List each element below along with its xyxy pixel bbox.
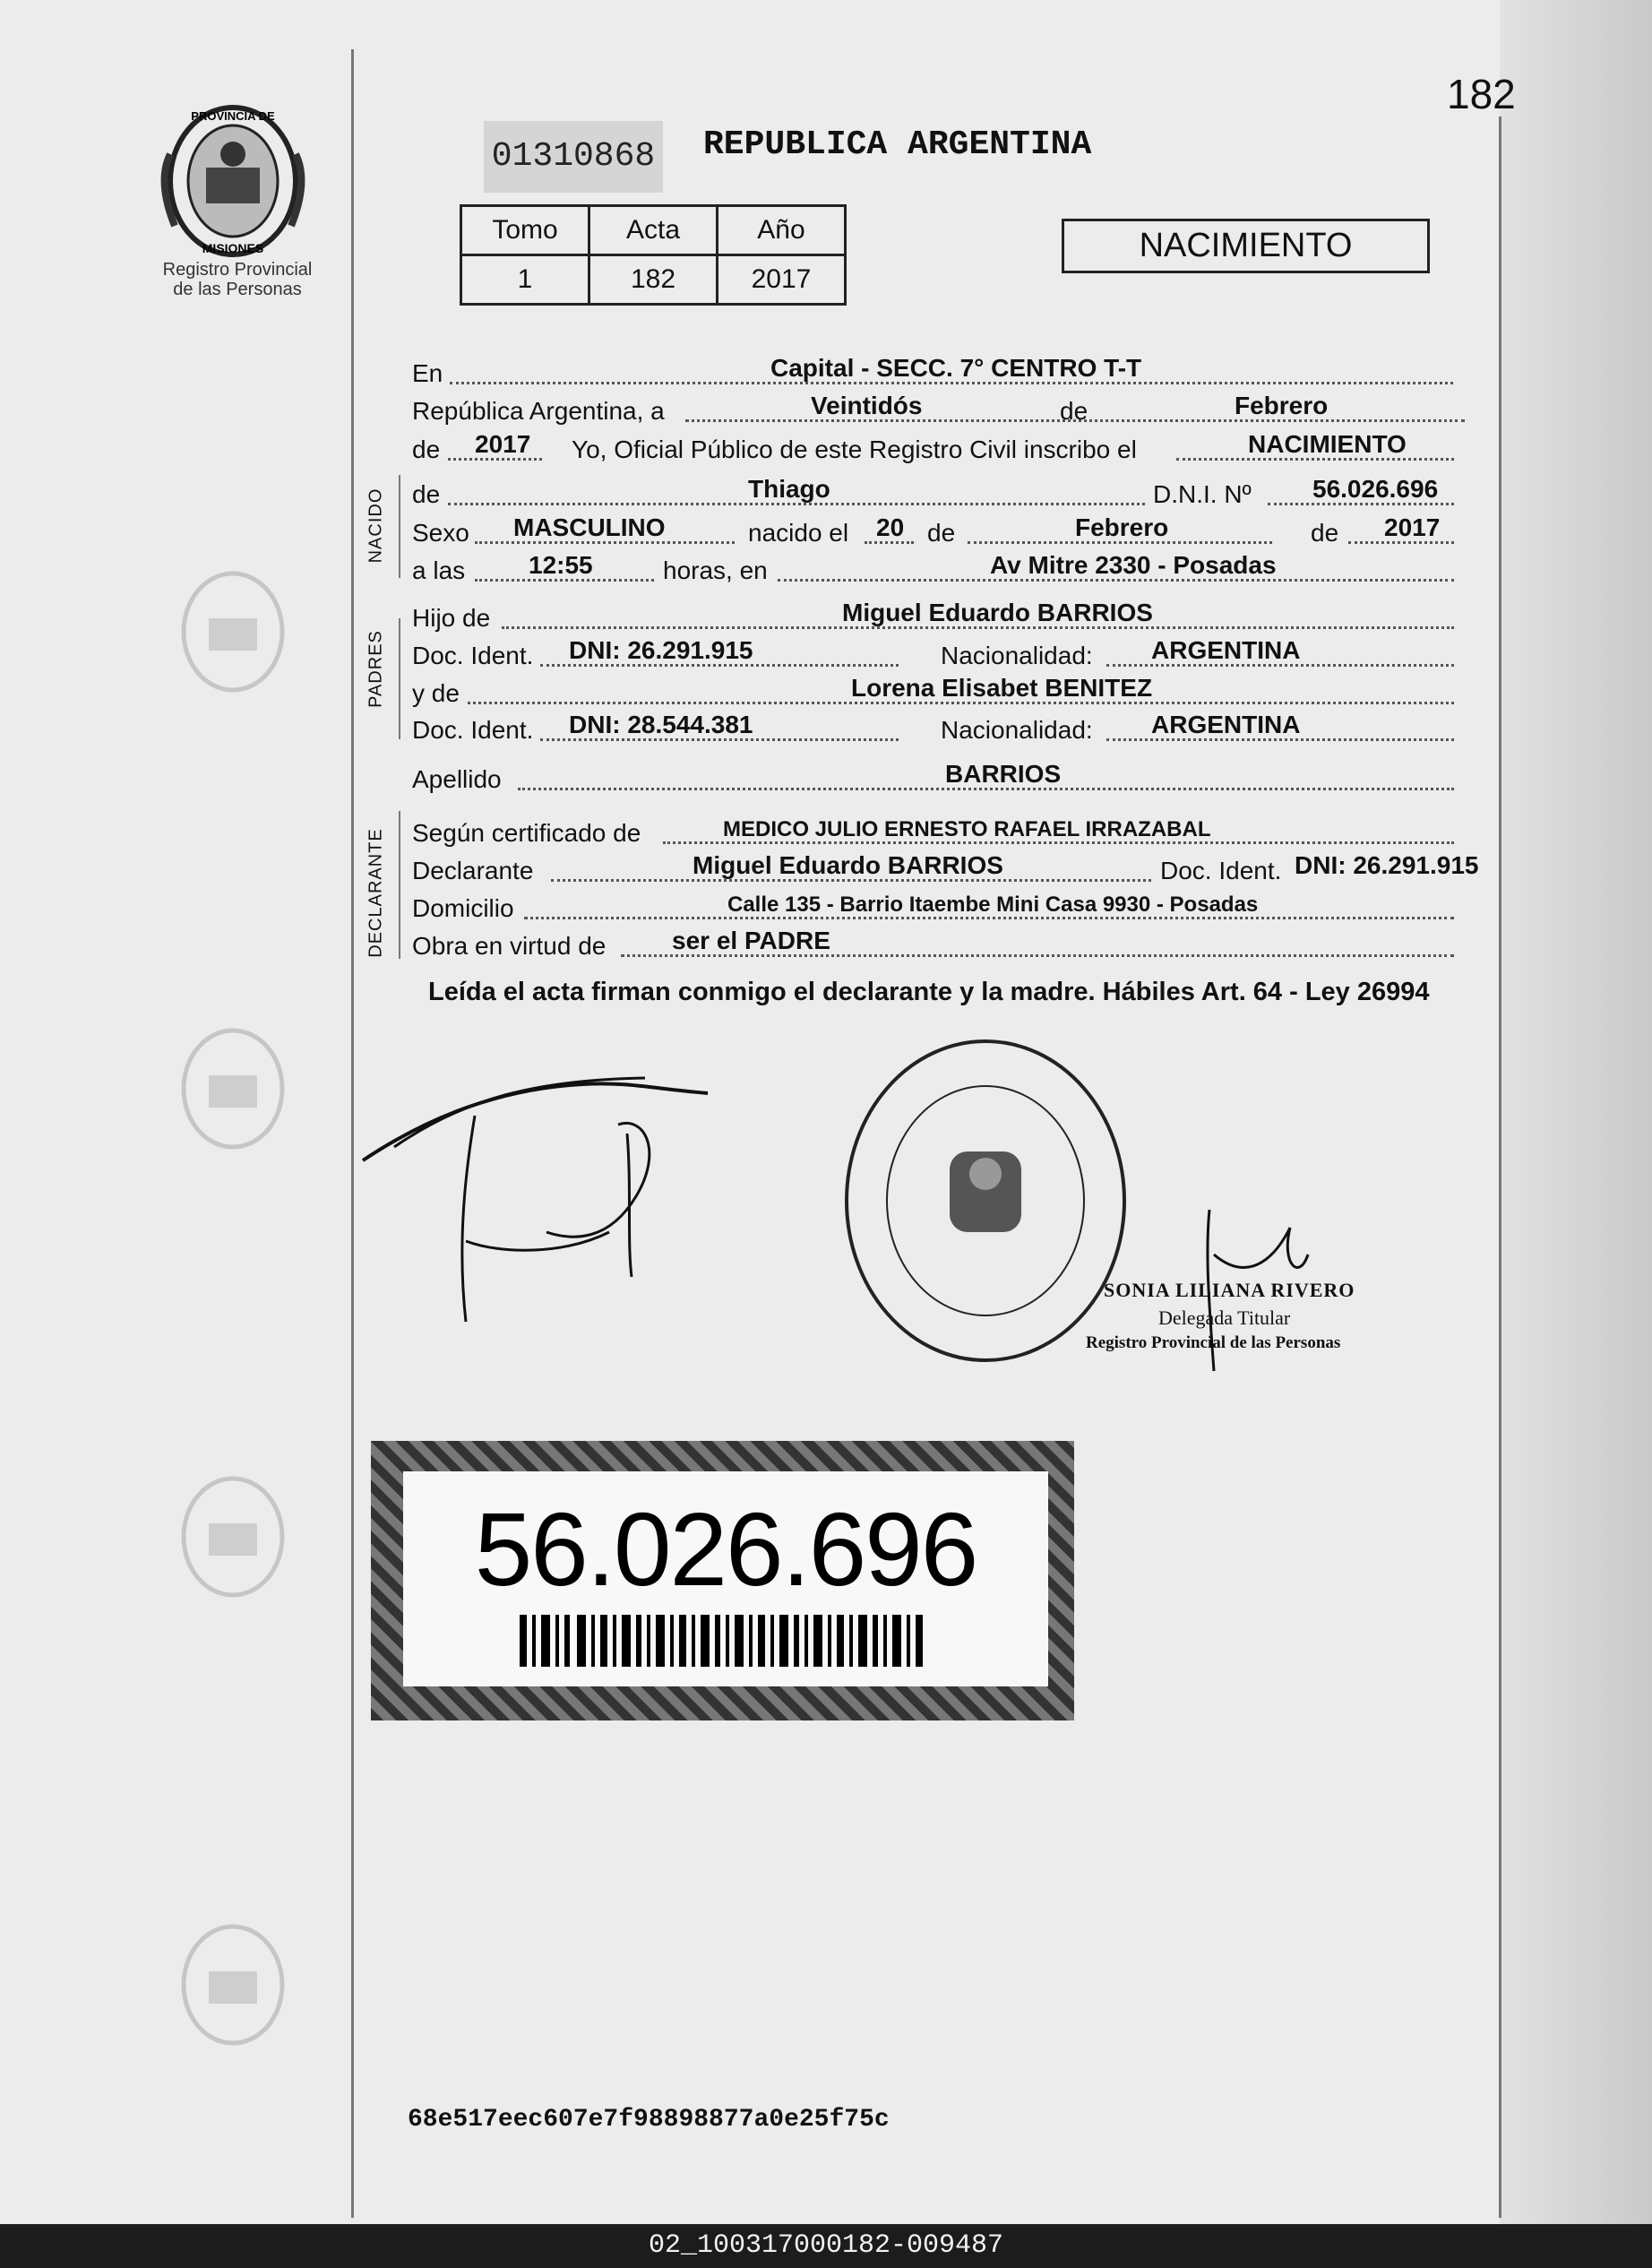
page-edge-shadow — [1500, 0, 1652, 2224]
acta-serial-number: 01310868 — [484, 121, 663, 193]
row-declarante — [412, 851, 1487, 887]
ghost-seal-icon — [166, 1022, 300, 1156]
registry-table-header-row — [461, 206, 846, 255]
label-doc-ident-mother: Doc. Ident. — [412, 716, 534, 744]
official-org: Registro Provincial de las Personas — [1086, 1333, 1341, 1352]
label-republica: República Argentina, a — [412, 397, 665, 425]
label-declarante-doc: Doc. Ident. — [1160, 857, 1282, 884]
label-de: de — [1060, 397, 1088, 425]
label-dni: D.N.I. Nº — [1153, 480, 1252, 508]
value-domicilio: Calle 135 - Barrio Itaembe Mini Casa 9930 - Posadas — [727, 893, 1259, 917]
row-year — [412, 430, 1487, 466]
scan-footer-id: 02_100317000182-009487 — [0, 2224, 1652, 2268]
value-father-nationality: ARGENTINA — [1151, 636, 1301, 664]
label-horas: horas, en — [663, 556, 768, 584]
seal-top-text: PROVINCIA DE — [191, 109, 275, 123]
label-domicilio: Domicilio — [412, 894, 514, 922]
value-father-dni: DNI: 26.291.915 — [569, 636, 753, 664]
section-label-declarante: DECLARANTE — [366, 828, 386, 958]
row-father-doc — [412, 636, 1487, 672]
section-label-padres: PADRES — [366, 630, 386, 708]
registry-caption-line1: Registro Provincial — [162, 260, 313, 280]
label-apellido: Apellido — [412, 765, 502, 793]
registry-table-value-row — [461, 255, 846, 305]
ghost-seal-icon — [166, 1470, 300, 1604]
label-de-year: de — [412, 435, 441, 463]
row-time — [412, 551, 1487, 587]
value-birth-month: Febrero — [1075, 513, 1169, 541]
label-hijo: Hijo de — [412, 604, 491, 632]
value-declarante: Miguel Eduardo BARRIOS — [693, 851, 1003, 879]
label-de-name: de — [412, 480, 441, 508]
value-birth-year: 2017 — [1384, 513, 1441, 541]
value-place: Av Mitre 2330 - Posadas — [990, 551, 1277, 579]
ghost-seal-icon — [166, 1918, 300, 2052]
table-value-tomo: 1 — [461, 255, 589, 305]
row-en — [412, 354, 1487, 390]
registry-caption-line2: de las Personas — [173, 280, 302, 299]
table-header-acta: Acta — [589, 206, 718, 255]
label-sexo: Sexo — [412, 519, 469, 547]
label-certificado: Según certificado de — [412, 819, 641, 847]
right-margin-line — [1499, 116, 1501, 2218]
table-value-ano: 2017 — [718, 255, 846, 305]
value-birth-day: 20 — [876, 513, 905, 541]
row-father — [412, 599, 1487, 634]
section-divider — [399, 618, 400, 739]
page-number: 182 — [1447, 71, 1516, 117]
value-surname: BARRIOS — [945, 760, 1062, 788]
label-nacionalidad-mother: Nacionalidad: — [941, 716, 1093, 744]
record-type-box: NACIMIENTO — [1062, 219, 1430, 273]
registry-caption — [134, 260, 340, 299]
province-seal-icon — [152, 100, 314, 262]
closing-statement: Leída el acta firman conmigo el declarante y la madre. Hábiles Art. 64 - Ley 26994 — [428, 978, 1430, 1006]
value-sexo: MASCULINO — [513, 513, 666, 541]
label-de-birth: de — [927, 519, 956, 547]
official-name: SONIA LILIANA RIVERO — [1104, 1279, 1355, 1301]
dni-sticker-number: 56.026.696 — [474, 1491, 977, 1608]
section-divider — [399, 811, 400, 959]
official-role: Delegada Titular — [1158, 1306, 1291, 1329]
row-mother-doc — [412, 711, 1487, 746]
value-month: Febrero — [1235, 392, 1329, 419]
row-apellido — [412, 760, 1487, 796]
value-time: 12:55 — [529, 551, 593, 579]
left-margin-line — [351, 49, 354, 2218]
value-dni: 56.026.696 — [1312, 475, 1439, 503]
registry-table — [460, 204, 847, 306]
table-header-tomo: Tomo — [461, 206, 589, 255]
row-obra — [412, 927, 1487, 962]
row-name — [412, 475, 1487, 511]
document-hash: 68e517eec607e7f98898877a0e25f75c — [408, 2106, 890, 2134]
table-value-acta: 182 — [589, 255, 718, 305]
dni-sticker-label — [403, 1471, 1048, 1686]
seal-bottom-text: MISIONES — [202, 241, 264, 255]
row-date — [412, 392, 1487, 427]
label-de-birth-year: de — [1311, 519, 1339, 547]
dni-sticker — [371, 1441, 1074, 1720]
value-certificado: MEDICO JULIO ERNESTO RAFAEL IRRAZABAL — [723, 817, 1211, 841]
row-certificado — [412, 814, 1487, 849]
label-a-las: a las — [412, 556, 466, 584]
value-mother-nationality: ARGENTINA — [1151, 711, 1301, 738]
ghost-seal-icon — [166, 565, 300, 699]
value-en: Capital - SECC. 7° CENTRO T-T — [770, 354, 1142, 382]
value-obra: ser el PADRE — [672, 927, 830, 954]
value-mother: Lorena Elisabet BENITEZ — [851, 674, 1153, 702]
label-nacionalidad: Nacionalidad: — [941, 642, 1093, 669]
value-year: 2017 — [475, 430, 531, 458]
value-mother-dni: DNI: 28.544.381 — [569, 711, 753, 738]
value-declarante-dni: DNI: 26.291.915 — [1295, 851, 1479, 879]
label-obra: Obra en virtud de — [412, 932, 607, 960]
label-nacido: nacido el — [748, 519, 849, 547]
label-oficial: Yo, Oficial Público de este Registro Civil inscribo el — [572, 435, 1137, 463]
section-divider — [399, 475, 400, 578]
value-inscribo: NACIMIENTO — [1248, 430, 1407, 458]
barcode-icon — [520, 1615, 932, 1667]
value-father: Miguel Eduardo BARRIOS — [842, 599, 1153, 626]
label-declarante: Declarante — [412, 857, 534, 884]
row-sexo — [412, 513, 1487, 549]
official-stamp-icon — [838, 1031, 1133, 1371]
row-domicilio — [412, 889, 1487, 925]
declarant-signature-icon — [358, 1062, 735, 1331]
label-doc-ident: Doc. Ident. — [412, 642, 534, 669]
table-header-ano: Año — [718, 206, 846, 255]
label-en: En — [412, 359, 443, 387]
country-title: REPUBLICA ARGENTINA — [703, 125, 1092, 164]
value-day: Veintidós — [811, 392, 923, 419]
value-name: Thiago — [748, 475, 830, 503]
label-y-de: y de — [412, 679, 460, 707]
section-label-nacido: NACIDO — [366, 487, 386, 564]
row-mother — [412, 674, 1487, 710]
